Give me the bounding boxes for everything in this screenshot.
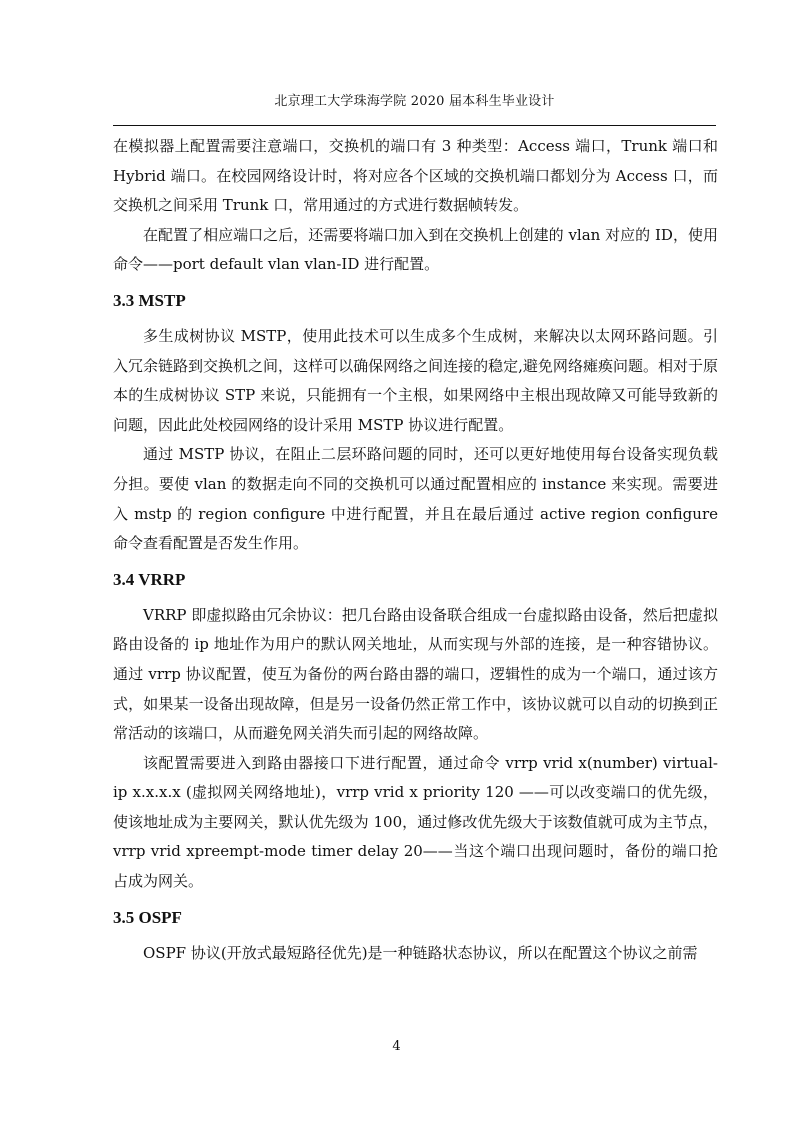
section-heading-ospf: 3.5 OSPF xyxy=(113,907,182,927)
paragraph-mstp-config: 通过 MSTP 协议，在阻止二层环路问题的同时，还可以更好地使用每台设备实现负载分担。要使 vlan 的数据走向不同的交换机可以通过配置相应的 instance 来实现。需要进入 mstp 的 region configure 中进行配置，并且在最后通过 active region configure 命令查看配置是否发生作用。 xyxy=(113,445,718,553)
header-divider xyxy=(113,125,716,126)
section-heading-vrrp: 3.4 VRRP xyxy=(113,569,186,589)
section-heading-mstp: 3.3 MSTP xyxy=(113,290,186,310)
paragraph-ospf-intro: OSPF 协议(开放式最短路径优先)是一种链路状态协议，所以在配置这个协议之前需 xyxy=(143,943,698,962)
running-header: 北京理工大学珠海学院 2020 届本科生毕业设计 xyxy=(274,94,555,109)
page-body xyxy=(113,132,718,968)
paragraph-port-vlan: 在配置了相应端口之后，还需要将端口加入到在交换机上创建的 vlan 对应的 ID，使用命令——port default vlan vlan-ID 进行配置。 xyxy=(113,225,718,274)
paragraph-vrrp-config: 该配置需要进入到路由器接口下进行配置，通过命令 vrrp vrid x(number) virtual-ip x.x.x.x (虚拟网关网络地址)，vrrp vrid x priority 120 ——可以改变端口的优先级，使该地址成为主要网关，默认优先级为 100，通过修改优先级大于该数值就可成为主节点，vrrp vrid xpreempt-mode timer delay 20——当这个端口出现问题时，备份的端口抢占成为网关。 xyxy=(113,753,718,891)
page-number: 4 xyxy=(392,1039,401,1054)
paragraph-vrrp-intro: VRRP 即虚拟路由冗余协议：把几台路由设备联合组成一台虚拟路由设备，然后把虚拟路由设备的 ip 地址作为用户的默认网关地址，从而实现与外部的连接，是一种容错协议。通过 vrrp 协议配置，使互为备份的两台路由器的端口，逻辑性的成为一个端口，通过该方式，如果某一设备出现故障，但是另一设备仍然正常工作中，该协议就可以自动的切换到正常活动的该端口，从而避免网关消失而引起的网络故障。 xyxy=(113,605,718,743)
paragraph-mstp-intro: 多生成树协议 MSTP，使用此技术可以生成多个生成树，来解决以太网环路问题。引入冗余链路到交换机之间，这样可以确保网络之间连接的稳定,避免网络瘫痪问题。相对于原本的生成树协议 STP 来说，只能拥有一个主根，如果网络中主根出现故障又可能导致新的问题，因此此处校园网络的设计采用 MSTP 协议进行配置。 xyxy=(113,326,718,434)
paragraph-port-types: 在模拟器上配置需要注意端口，交换机的端口有 3 种类型：Access 端口，Trunk 端口和 Hybrid 端口。在校园网络设计时，将对应各个区域的交换机端口都划分为 Access 口，而交换机之间采用 Trunk 口，常用通过的方式进行数据帧转发。 xyxy=(113,137,718,215)
